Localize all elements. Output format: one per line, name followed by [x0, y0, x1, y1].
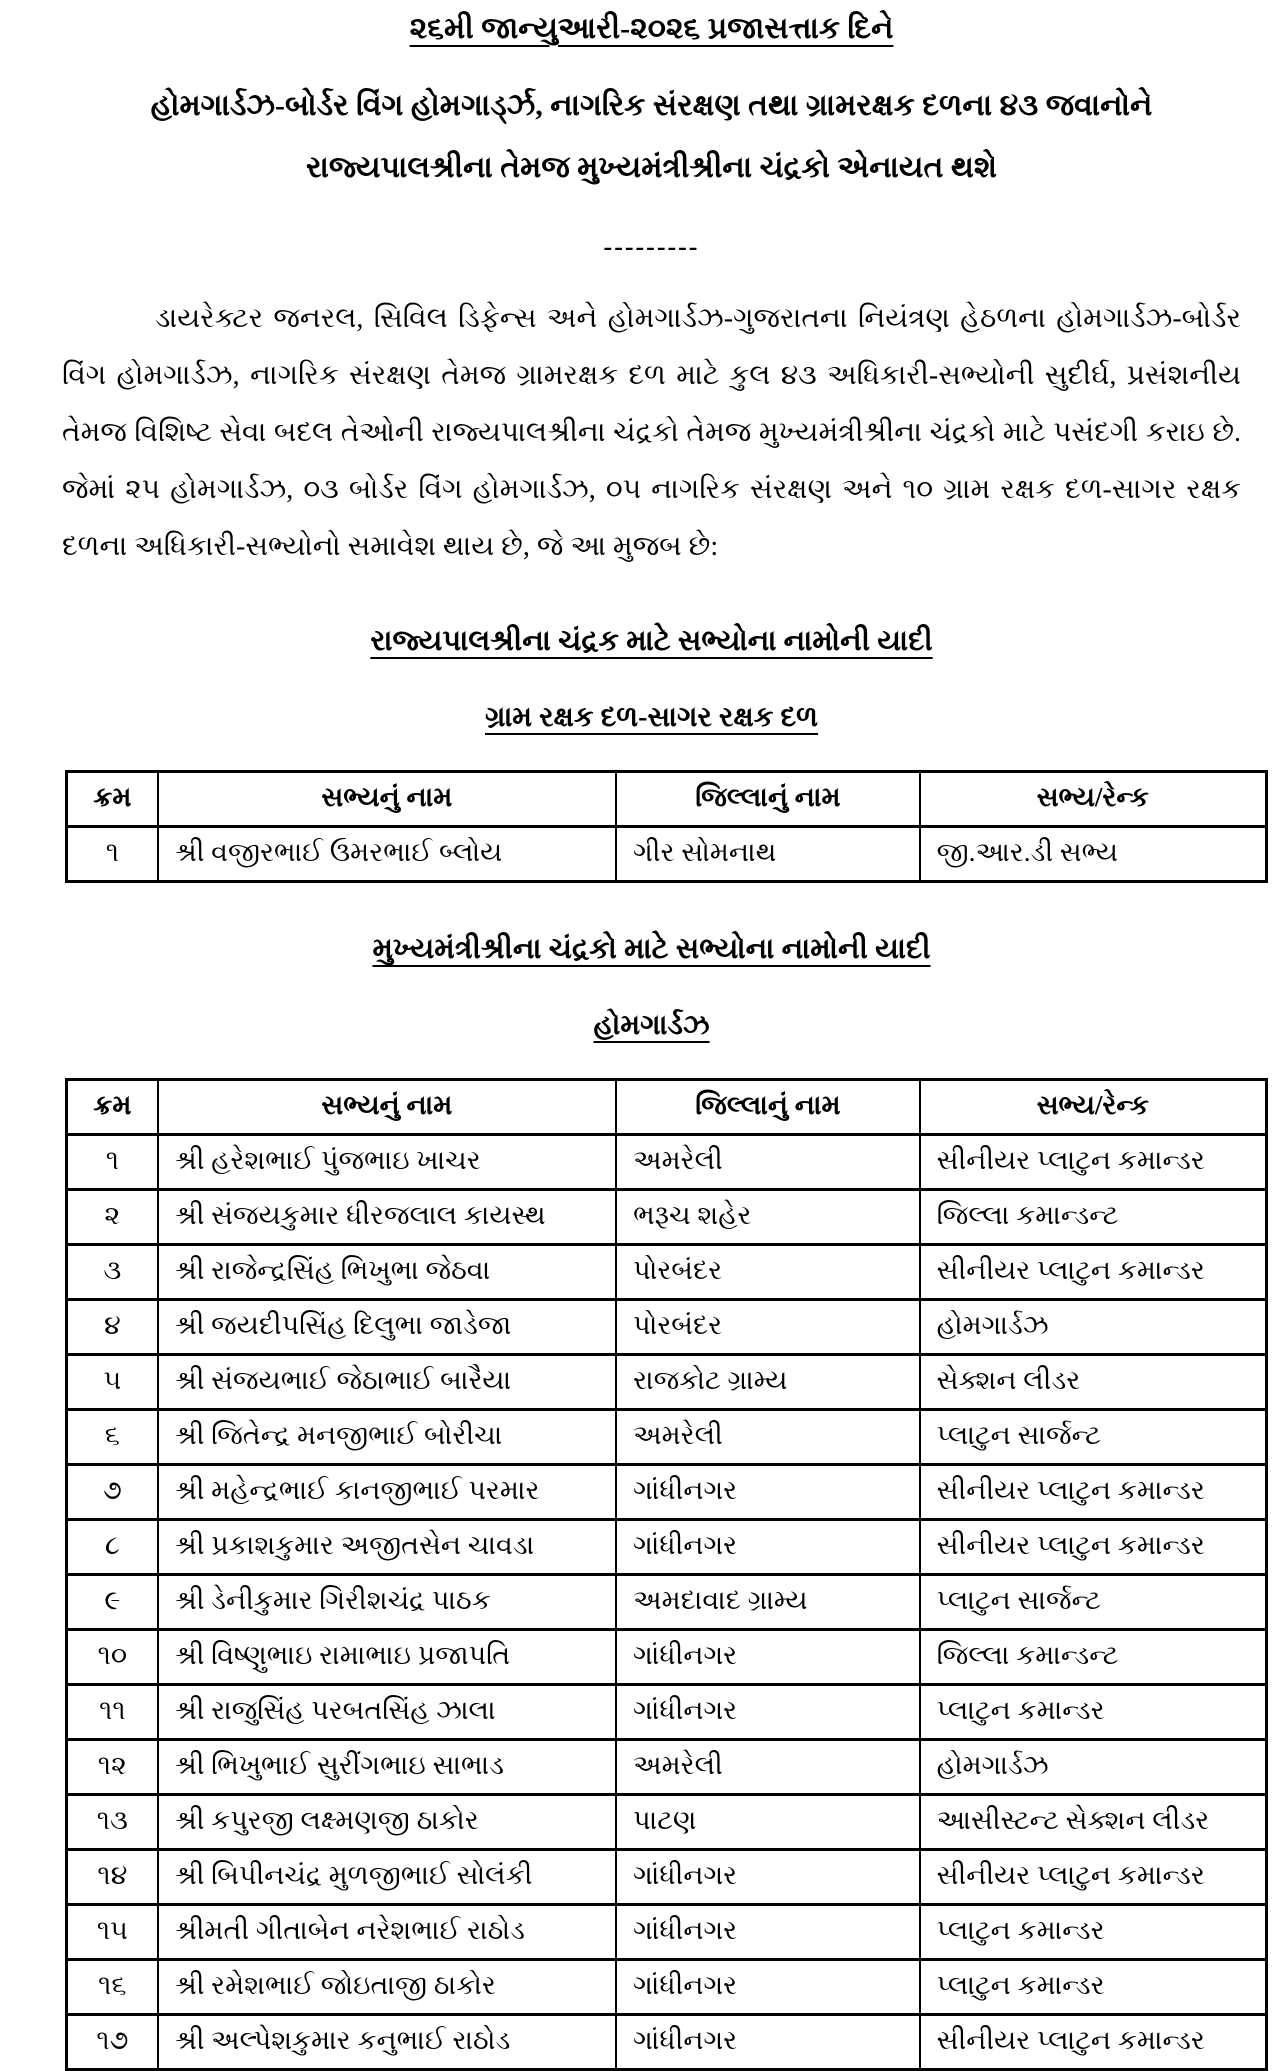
table-cell: શ્રી હરેશભાઈ પુંજભાઇ ખાચર — [158, 1135, 616, 1190]
table-row — [67, 1960, 1267, 2015]
table-cell: સીનીયર પ્લાટુન કમાન્ડર — [920, 2015, 1267, 2070]
table-cell: ગીર સોમનાથ — [616, 827, 920, 882]
table-cell: ગાંધીનગર — [616, 1960, 920, 2015]
table-cell: ૧૫ — [67, 1905, 158, 1960]
table-cell: ગાંધીનગર — [616, 1520, 920, 1575]
table-header-row — [67, 772, 1267, 827]
table-cell: શ્રી મહેન્દ્રભાઈ કાનજીભાઈ પરમાર — [158, 1465, 616, 1520]
governor-medal-subheading: ગ્રામ રક્ષક દળ-સાગર રક્ષક દળ — [485, 702, 818, 733]
table-cell: ૧૨ — [67, 1740, 158, 1795]
table-cell: જિલ્લા કમાન્ડન્ટ — [920, 1190, 1267, 1245]
table-cell: શ્રી કપુરજી લક્ષ્મણજી ઠાકોર — [158, 1795, 616, 1850]
column-header: જિલ્લાનું નામ — [616, 772, 920, 827]
table-row — [67, 1355, 1267, 1410]
table-row — [67, 1740, 1267, 1795]
table-row — [67, 1905, 1267, 1960]
table-cell: શ્રી જયદીપસિંહ દિલુભા જાડેજા — [158, 1300, 616, 1355]
table-cell: પાટણ — [616, 1795, 920, 1850]
table-cell: શ્રી અલ્પેશકુમાર કનુભાઈ રાઠોડ — [158, 2015, 616, 2070]
governor-medal-table — [65, 770, 1268, 883]
table-cell: સીનીયર પ્લાટુન કમાન્ડર — [920, 1465, 1267, 1520]
table-cell: સીનીયર પ્લાટુન કમાન્ડર — [920, 1850, 1267, 1905]
table-row — [67, 1465, 1267, 1520]
table-cell: ૧૪ — [67, 1850, 158, 1905]
table-cell: ૧૧ — [67, 1685, 158, 1740]
table-cell: હોમગાર્ડઝ — [920, 1300, 1267, 1355]
table-cell: સેક્શન લીડર — [920, 1355, 1267, 1410]
table-cell: સીનીયર પ્લાટુન કમાન્ડર — [920, 1245, 1267, 1300]
table-cell: જિલ્લા કમાન્ડન્ટ — [920, 1630, 1267, 1685]
table-cell: ગાંધીનગર — [616, 1850, 920, 1905]
table-cell: શ્રી બિપીનચંદ્ર મુળજીભાઈ સોલંકી — [158, 1850, 616, 1905]
table-row — [67, 2015, 1267, 2070]
table-cell: અમરેલી — [616, 1410, 920, 1465]
column-header: ક્રમ — [67, 772, 158, 827]
table-cell: ૨ — [67, 1190, 158, 1245]
table-cell: ગાંધીનગર — [616, 1465, 920, 1520]
column-header: સભ્યનું નામ — [158, 772, 616, 827]
table-cell: ૧૦ — [67, 1630, 158, 1685]
table-cell: શ્રી રાજેન્દ્રસિંહ ભિખુભા જેઠવા — [158, 1245, 616, 1300]
table-cell: શ્રી પ્રકાશકુમાર અજીતસેન ચાવડા — [158, 1520, 616, 1575]
table-cell: શ્રી સંજયભાઈ જેઠાભાઈ બારૈયા — [158, 1355, 616, 1410]
column-header: સભ્ય/રેન્ક — [920, 772, 1267, 827]
table-cell: શ્રી રમેશભાઈ જોઇતાજી ઠાકોર — [158, 1960, 616, 2015]
cm-medal-heading: મુખ્યમંત્રીશ્રીના ચંદ્રકો માટે સભ્યોના નામોની યાદી — [372, 933, 931, 965]
column-header: જિલ્લાનું નામ — [616, 1080, 920, 1135]
table-cell: ૫ — [67, 1355, 158, 1410]
table-cell: ગાંધીનગર — [616, 2015, 920, 2070]
table-cell: ૧ — [67, 827, 158, 882]
table-cell: ૧૩ — [67, 1795, 158, 1850]
table-cell: શ્રી વજીરભાઈ ઉમરભાઈ બ્લોય — [158, 827, 616, 882]
table-cell: અમરેલી — [616, 1740, 920, 1795]
document-title: ૨૬મી જાન્યુઆરી-૨૦૨૬ પ્રજાસત્તાક દિને — [409, 12, 894, 45]
table-header-row — [67, 1080, 1267, 1135]
table-cell: ગાંધીનગર — [616, 1630, 920, 1685]
table-cell: પ્લાટુન કમાન્ડર — [920, 1905, 1267, 1960]
table-cell: શ્રી વિષ્ણુભાઇ રામાભાઇ પ્રજાપતિ — [158, 1630, 616, 1685]
cm-medal-table — [65, 1078, 1268, 2071]
table-cell: ૮ — [67, 1520, 158, 1575]
intro-paragraph: ડાયરેક્ટર જનરલ, સિવિલ ડિફેન્સ અને હોમગાર્ડઝ-ગુજરાતના નિયંત્રણ હેઠળના હોમગાર્ડઝ-બોર્ડર વિંગ હોમગાર્ડઝ, નાગરિક સંરક્ષણ તેમજ ગ્રામરક્ષક દળ માટે કુલ ૪૩ અધિકારી-સભ્યોની સુદીર્ઘ, પ્રસંશનીય તેમજ વિશિષ્ટ સેવા બદલ તેઓની રાજ્યપાલશ્રીના ચંદ્રકો તેમજ મુખ્યમંત્રીશ્રીના ચંદ્રકો માટે પસંદગી કરાઇ છે. જેમાં ૨૫ હોમગાર્ડઝ, ૦૩ બોર્ડર વિંગ હોમગાર્ડઝ, ૦૫ નાગરિક સંરક્ષણ અને ૧૦ ગ્રામ રક્ષક દળ-સાગર રક્ષક દળના અધિકારી-સભ્યોનો સમાવેશ થાય છે, જે આ મુજબ છે: — [62, 303, 1241, 562]
table-row — [67, 1300, 1267, 1355]
document-subtitle-line-2: રાજ્યપાલશ્રીના તેમજ મુખ્યમંત્રીશ્રીના ચંદ્રકો એનાયત થશે — [306, 151, 997, 184]
table-cell: શ્રી જિતેન્દ્ર મનજીભાઈ બોરીચા — [158, 1410, 616, 1465]
cm-medal-subheading: હોમગાર્ડઝ — [593, 1010, 710, 1041]
governor-medal-heading: રાજ્યપાલશ્રીના ચંદ્રક માટે સભ્યોના નામોની યાદી — [370, 625, 933, 657]
table-cell: અમદાવાદ ગ્રામ્ય — [616, 1575, 920, 1630]
table-cell: ભરૂચ શહેર — [616, 1190, 920, 1245]
table-cell: શ્રીમતી ગીતાબેન નરેશભાઈ રાઠોડ — [158, 1905, 616, 1960]
table-cell: પોરબંદર — [616, 1245, 920, 1300]
table-row — [67, 1135, 1267, 1190]
table-row — [67, 1245, 1267, 1300]
table-cell: ગાંધીનગર — [616, 1685, 920, 1740]
table-row — [67, 1630, 1267, 1685]
table-cell: જી.આર.ડી સભ્ય — [920, 827, 1267, 882]
column-header: સભ્ય/રેન્ક — [920, 1080, 1267, 1135]
table-cell: શ્રી ડેનીકુમાર ગિરીશચંદ્ર પાઠક — [158, 1575, 616, 1630]
table-cell: પ્લાટુન કમાન્ડર — [920, 1960, 1267, 2015]
table-row — [67, 827, 1267, 882]
table-cell: રાજકોટ ગ્રામ્ય — [616, 1355, 920, 1410]
table-cell: સીનીયર પ્લાટુન કમાન્ડર — [920, 1135, 1267, 1190]
table-row — [67, 1410, 1267, 1465]
table-cell: પ્લાટુન સાર્જન્ટ — [920, 1575, 1267, 1630]
column-header: ક્રમ — [67, 1080, 158, 1135]
table-cell: અમરેલી — [616, 1135, 920, 1190]
table-cell: ૧૭ — [67, 2015, 158, 2070]
column-header: સભ્યનું નામ — [158, 1080, 616, 1135]
table-cell: ગાંધીનગર — [616, 1905, 920, 1960]
table-cell: સીનીયર પ્લાટુન કમાન્ડર — [920, 1520, 1267, 1575]
table-cell: પોરબંદર — [616, 1300, 920, 1355]
table-cell: ૩ — [67, 1245, 158, 1300]
table-cell: પ્લાટુન સાર્જન્ટ — [920, 1410, 1267, 1465]
table-cell: શ્રી રાજુસિંહ પરબતસિંહ ઝાલા — [158, 1685, 616, 1740]
table-cell: ૧ — [67, 1135, 158, 1190]
table-cell: ૭ — [67, 1465, 158, 1520]
document-subtitle-line-1: હોમગાર્ડઝ-બોર્ડર વિંગ હોમગાર્ડ્ઝ, નાગરિક સંરક્ષણ તથા ગ્રામરક્ષક દળના ૪૩ જવાનોને — [150, 89, 1153, 122]
table-cell: ૧૬ — [67, 1960, 158, 2015]
table-row — [67, 1850, 1267, 1905]
table-row — [67, 1575, 1267, 1630]
table-cell: શ્રી સંજયકુમાર ધીરજલાલ કાયસ્થ — [158, 1190, 616, 1245]
table-row — [67, 1520, 1267, 1575]
table-cell: શ્રી ભિખુભાઈ સુરીંગભાઇ સાભાડ — [158, 1740, 616, 1795]
dashed-separator: --------- — [603, 232, 700, 261]
table-cell: ૯ — [67, 1575, 158, 1630]
table-row — [67, 1190, 1267, 1245]
table-cell: ૪ — [67, 1300, 158, 1355]
table-cell: આસીસ્ટન્ટ સેક્શન લીડર — [920, 1795, 1267, 1850]
table-cell: ૬ — [67, 1410, 158, 1465]
table-row — [67, 1685, 1267, 1740]
table-row — [67, 1795, 1267, 1850]
table-cell: હોમગાર્ડઝ — [920, 1740, 1267, 1795]
table-cell: પ્લાટુન કમાન્ડર — [920, 1685, 1267, 1740]
